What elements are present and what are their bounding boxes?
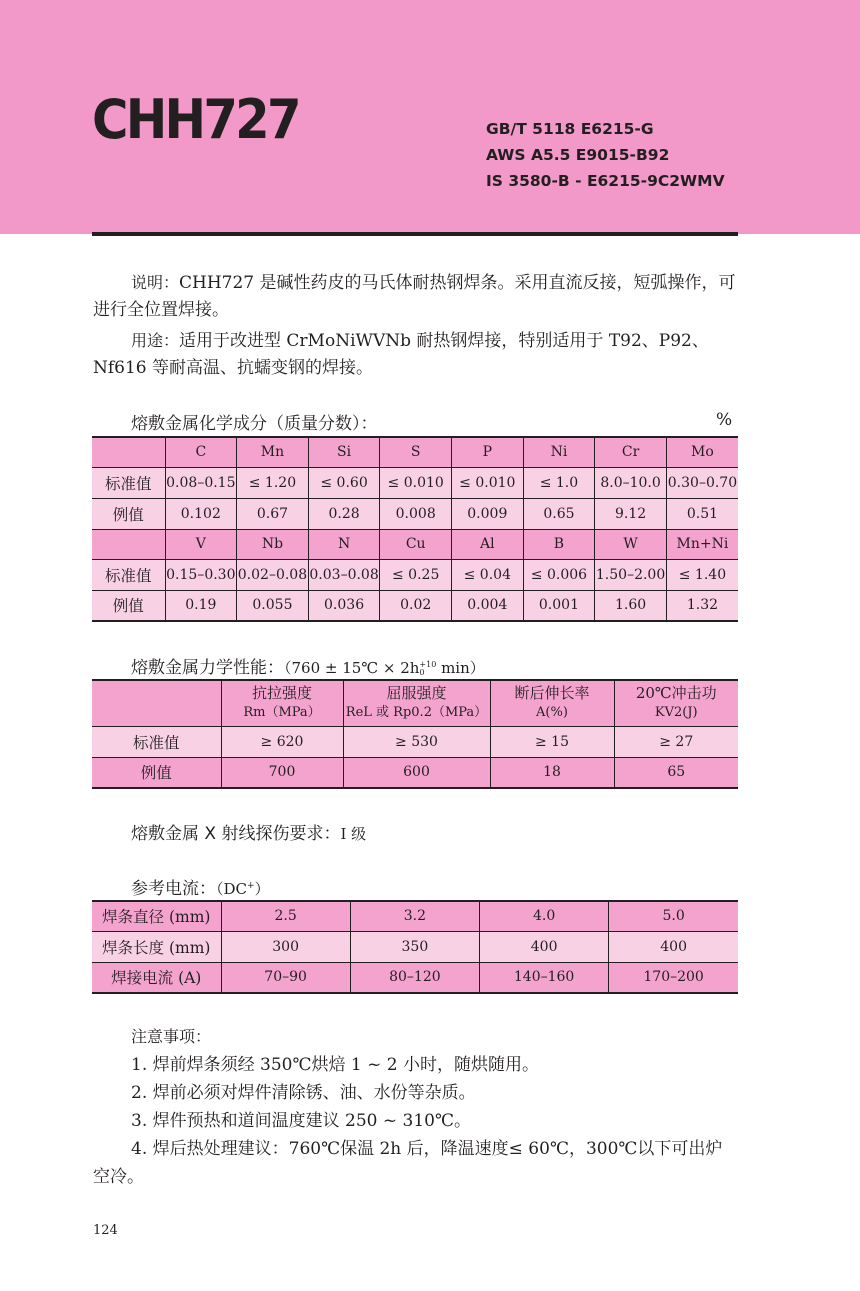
chem-header-row-1 <box>92 437 738 467</box>
xray-title: 熔敷金属 X 射线探伤要求： <box>131 824 341 844</box>
table-cell: 600 <box>343 757 490 788</box>
note-item: 2. 焊前必须对焊件清除锈、油、水份等杂质。 <box>131 1083 476 1103</box>
mech-example-row <box>92 757 738 788</box>
table-cell: ≤ 0.010 <box>452 467 524 498</box>
table-cell: ≥ 15 <box>490 726 614 757</box>
notes-title: 注意事项： <box>131 1027 212 1046</box>
table-cell: ≤ 0.04 <box>452 559 524 590</box>
table-cell: ≥ 530 <box>343 726 490 757</box>
mech-header-row <box>92 680 738 726</box>
standard-is: IS 3580-B - E6215-9C2WMV <box>486 172 725 190</box>
current-length-row <box>92 931 738 962</box>
table-cell: 80–120 <box>350 962 479 993</box>
table-cell: ≤ 1.40 <box>666 559 738 590</box>
page-number: 124 <box>93 1223 118 1238</box>
table-cell: ≤ 0.006 <box>523 559 595 590</box>
row-label-length: 焊条长度 (mm) <box>92 931 221 962</box>
table-cell: 3.2 <box>350 901 479 931</box>
row-label-diameter: 焊条直径 (mm) <box>92 901 221 931</box>
chem-col-mn: Mn <box>237 437 309 467</box>
table-cell: 0.19 <box>165 590 237 621</box>
current-title: 参考电流： <box>131 879 216 899</box>
table-cell: 0.02–0.08 <box>237 559 309 590</box>
row-label-standard: 标准值 <box>92 726 221 757</box>
table-cell: 0.30–0.70 <box>666 467 738 498</box>
usage-text: 适用于改进型 CrMoNiWVNb 耐热钢焊接，特别适用于 T92、P92、Nf616 等耐高温、抗蠕变钢的焊接。 <box>93 331 709 378</box>
row-label-example: 例值 <box>92 590 165 621</box>
chem-example-row-1 <box>92 498 738 529</box>
table-cell: 4.0 <box>480 901 609 931</box>
xray-value: I 级 <box>340 825 367 843</box>
mech-title: 熔敷金属力学性能： <box>131 658 284 678</box>
table-cell: 0.009 <box>452 498 524 529</box>
table-cell: 0.102 <box>165 498 237 529</box>
chem-col-p: P <box>452 437 524 467</box>
table-cell: 18 <box>490 757 614 788</box>
table-cell: 350 <box>350 931 479 962</box>
table-cell: 5.0 <box>609 901 738 931</box>
chem-col-b: B <box>523 529 595 559</box>
table-cell: 0.055 <box>237 590 309 621</box>
chem-col-cu: Cu <box>380 529 452 559</box>
table-cell: 0.15–0.30 <box>165 559 237 590</box>
chem-col-n: N <box>308 529 380 559</box>
table-cell: 0.001 <box>523 590 595 621</box>
table-cell: ≤ 1.20 <box>237 467 309 498</box>
chem-col-v: V <box>165 529 237 559</box>
row-label-example: 例值 <box>92 498 165 529</box>
chem-col-s: S <box>380 437 452 467</box>
mech-table <box>92 679 738 789</box>
table-cell: ≥ 620 <box>221 726 343 757</box>
table-cell: 1.50–2.00 <box>595 559 667 590</box>
table-cell: 400 <box>480 931 609 962</box>
chem-col-si: Si <box>308 437 380 467</box>
current-polarity: （DC+） <box>216 880 270 898</box>
table-cell: 0.08–0.15 <box>165 467 237 498</box>
table-cell: 300 <box>221 931 350 962</box>
table-cell: 170–200 <box>609 962 738 993</box>
table-cell: 0.65 <box>523 498 595 529</box>
chem-unit: % <box>716 410 733 430</box>
current-table <box>92 900 738 994</box>
xray-line <box>131 819 366 844</box>
chem-col-mnni: Mn+Ni <box>666 529 738 559</box>
notes-section <box>93 1023 739 1191</box>
table-cell: 140–160 <box>480 962 609 993</box>
note-item: 3. 焊件预热和道间温度建议 250 ~ 310℃。 <box>131 1111 471 1131</box>
table-cell: ≤ 0.60 <box>308 467 380 498</box>
usage-label: 用途： <box>131 331 180 350</box>
table-cell: 0.28 <box>308 498 380 529</box>
row-label-standard: 标准值 <box>92 467 165 498</box>
table-cell: 0.036 <box>308 590 380 621</box>
mech-standard-row <box>92 726 738 757</box>
row-label-example: 例值 <box>92 757 221 788</box>
model-title: CHH727 <box>92 88 299 151</box>
mech-condition: （760 ± 15℃ × 2h +10 0 min） <box>284 659 485 677</box>
chem-table <box>92 436 738 622</box>
usage-paragraph <box>93 328 739 381</box>
chem-col-cr: Cr <box>595 437 667 467</box>
table-cell: 1.32 <box>666 590 738 621</box>
table-cell: 400 <box>609 931 738 962</box>
chem-col-al: Al <box>452 529 524 559</box>
table-cell: ≥ 27 <box>614 726 738 757</box>
table-cell: 700 <box>221 757 343 788</box>
current-amperage-row <box>92 962 738 993</box>
mech-col-impact: 20℃冲击功 KV2(J) <box>614 680 738 726</box>
description-paragraph <box>93 270 739 323</box>
chem-col-nb: Nb <box>237 529 309 559</box>
chem-col-c: C <box>165 437 237 467</box>
row-label-amperage: 焊接电流 (A) <box>92 962 221 993</box>
mech-col-tensile: 抗拉强度 Rm（MPa） <box>221 680 343 726</box>
mech-title-line <box>131 653 485 678</box>
table-cell: 9.12 <box>595 498 667 529</box>
chem-col-ni: Ni <box>523 437 595 467</box>
table-cell: 0.03–0.08 <box>308 559 380 590</box>
standard-aws: AWS A5.5 E9015-B92 <box>486 146 670 164</box>
table-cell: ≤ 0.25 <box>380 559 452 590</box>
chem-col-w: W <box>595 529 667 559</box>
current-title-line <box>131 874 270 899</box>
table-cell: 0.004 <box>452 590 524 621</box>
note-item: 4. 焊后热处理建议：760℃保温 2h 后，降温速度≤ 60℃，300℃以下可出炉空冷。 <box>93 1139 723 1187</box>
mech-col-yield: 屈服强度 ReL 或 Rp0.2（MPa） <box>343 680 490 726</box>
table-cell: 65 <box>614 757 738 788</box>
table-cell: 0.008 <box>380 498 452 529</box>
table-cell: 0.51 <box>666 498 738 529</box>
table-cell: 0.02 <box>380 590 452 621</box>
row-label-standard: 标准值 <box>92 559 165 590</box>
table-cell: 2.5 <box>221 901 350 931</box>
table-cell: 8.0–10.0 <box>595 467 667 498</box>
description-text: CHH727 是碱性药皮的马氏体耐热钢焊条。采用直流反接，短弧操作，可进行全位置焊接。 <box>93 273 736 320</box>
description-label: 说明： <box>131 273 180 292</box>
chem-header-row-2 <box>92 529 738 559</box>
mech-col-elongation: 断后伸长率 A(%) <box>490 680 614 726</box>
standard-gb: GB/T 5118 E6215-G <box>486 120 654 138</box>
chem-standard-row-1 <box>92 467 738 498</box>
current-diameter-row <box>92 901 738 931</box>
chem-standard-row-2 <box>92 559 738 590</box>
header-rule <box>92 232 738 236</box>
table-cell: 0.67 <box>237 498 309 529</box>
standards-list <box>486 116 725 194</box>
chem-col-mo: Mo <box>666 437 738 467</box>
table-cell: ≤ 1.0 <box>523 467 595 498</box>
note-item: 1. 焊前焊条须经 350℃烘焙 1 ~ 2 小时，随烘随用。 <box>131 1055 539 1075</box>
chem-title: 熔敷金属化学成分（质量分数）： <box>131 414 378 434</box>
table-cell: ≤ 0.010 <box>380 467 452 498</box>
table-cell: 70–90 <box>221 962 350 993</box>
chem-example-row-2 <box>92 590 738 621</box>
table-cell: 1.60 <box>595 590 667 621</box>
